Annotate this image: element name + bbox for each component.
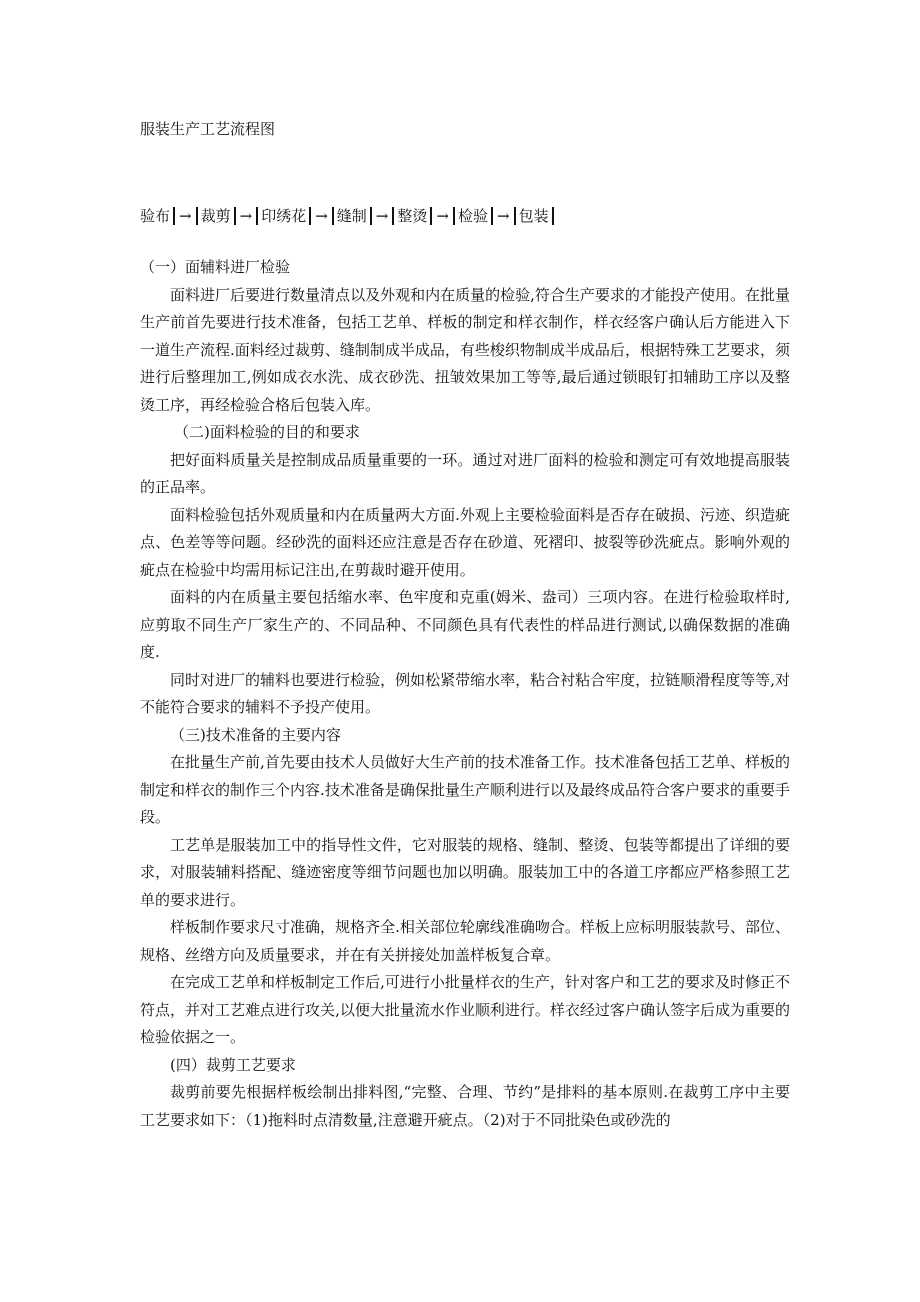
flow-step-inspect-fabric: 验布 <box>140 207 171 225</box>
flow-step-cutting: 裁剪 <box>200 207 231 225</box>
flow-divider <box>234 207 236 225</box>
body-paragraph: 裁剪前要先根据样板绘制出排料图,“完整、合理、节约”是排料的基本原则.在裁剪工序中主要工艺要求如下：（1)拖料时点清数量,注意避开疵点。（2)对于不同批染色或砂洗的 <box>140 1083 790 1129</box>
process-flow <box>140 205 557 226</box>
body-paragraph: 在完成工艺单和样板制定工作后,可进行小批量样衣的生产，针对客户和工艺的要求及时修正不符点，并对工艺难点进行攻关,以便大批量流水作业顺利进行。样衣经过客户确认签字后成为重要的检验依据之一。 <box>140 973 790 1046</box>
body-paragraph: 样板制作要求尺寸准确，规格齐全.相关部位轮廓线准确吻合。样板上应标明服装款号、部位、规格、丝绺方向及质量要求，并在有关拼接处加盖样板复合章。 <box>140 918 790 964</box>
section-heading: （二)面料检验的目的和要求 <box>174 423 360 441</box>
body-paragraph: 面料的内在质量主要包括缩水率、色牢度和克重(姆米、盎司）三项内容。在进行检验取样时,应剪取不同生产厂家生产的、不同品种、不同颜色具有代表性的样品进行测试,以确保数据的准确度. <box>140 588 790 661</box>
page-title: 服装生产工艺流程图 <box>140 120 276 138</box>
flow-arrow: → <box>315 206 328 225</box>
body-paragraph: 工艺单是服装加工中的指导性文件，它对服装的规格、缝制、整烫、包装等都提出了详细的要求，对服装辅料搭配、缝迹密度等细节问题也加以明确。服装加工中的各道工序都应严格参照工艺单的要求进行。 <box>140 835 790 909</box>
body-paragraph: 把好面料质量关是控制成品质量重要的一环。通过对进厂面料的检验和测定可有效地提高服装的正品率。 <box>140 450 790 496</box>
section-heading: （三)技术准备的主要内容 <box>170 725 341 744</box>
flow-divider <box>256 207 258 225</box>
section-heading: （一）面辅料进厂检验 <box>140 258 291 276</box>
flow-step-printing-embroidery: 印绣花 <box>261 207 307 225</box>
document-body <box>140 254 790 1134</box>
flow-divider <box>514 207 516 225</box>
flow-divider <box>332 207 334 225</box>
flow-arrow: → <box>239 206 253 225</box>
flow-arrow: → <box>375 206 389 225</box>
flow-divider <box>491 207 493 225</box>
flow-arrow: → <box>436 206 449 225</box>
flow-divider <box>196 207 198 225</box>
body-paragraph: 在批量生产前,首先要由技术人员做好大生产前的技术准备工作。技术准备包括工艺单、样板的制定和样衣的制作三个内容.技术准备是确保批量生产顺利进行以及最终成品符合客户要求的重要手段。 <box>140 753 790 826</box>
flow-step-ironing: 整烫 <box>397 207 428 225</box>
flow-step-packaging: 包装 <box>518 207 549 225</box>
flow-divider <box>173 207 175 225</box>
flow-divider <box>453 207 455 225</box>
flow-divider <box>392 207 394 225</box>
flow-divider <box>370 207 372 225</box>
flow-divider <box>430 207 432 225</box>
section-heading: (四）裁剪工艺要求 <box>170 1055 296 1074</box>
body-paragraph: 面料进厂后要进行数量清点以及外观和内在质量的检验,符合生产要求的才能投产使用。在批量生产前首先要进行技术准备，包括工艺单、样板的制定和样衣制作，样衣经客户确认后方能进入下一道生产流程.面料经过裁剪、缝制制成半成品，有些梭织物制成半成品后，根据特殊工艺要求，须进行后整理加工,例如成衣水洗、成衣砂洗、扭皱效果加工等等,最后通过锁眼钉扣辅助工序以及整烫工序，再经检验合格后包装入库。 <box>140 285 790 414</box>
flow-divider <box>552 207 554 225</box>
flow-divider <box>309 207 311 225</box>
flow-arrow: → <box>179 206 192 225</box>
flow-step-inspection: 检验 <box>457 207 488 225</box>
body-paragraph: 面料检验包括外观质量和内在质量两大方面.外观上主要检验面料是否存在破损、污迹、织造疵点、色差等等问题。经砂洗的面料还应注意是否存在砂道、死褶印、披裂等砂洗疵点。影响外观的疵点在检验中均需用标记注出,在剪裁时避开使用。 <box>140 505 790 579</box>
body-paragraph: 同时对进厂的辅料也要进行检验，例如松紧带缩水率，粘合衬粘合牢度，拉链顺滑程度等等,对不能符合要求的辅料不予投产使用。 <box>140 670 790 716</box>
flow-step-sewing: 缝制 <box>336 207 367 225</box>
flow-arrow: → <box>496 206 510 225</box>
